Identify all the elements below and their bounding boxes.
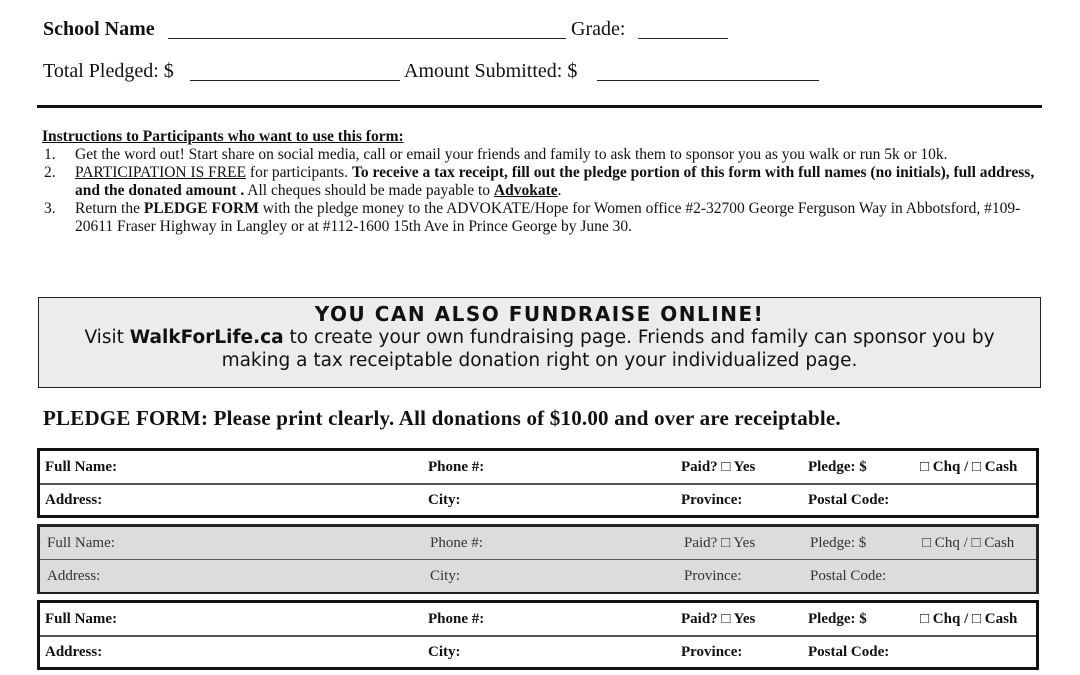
pledge-amount-field[interactable]: Pledge: $ (810, 535, 867, 551)
instruction-number: 3. (44, 200, 56, 217)
instruction-item (42, 200, 1042, 236)
paid-yes-checkbox[interactable]: Paid? □ Yes (681, 611, 756, 627)
city-field[interactable]: City: (428, 644, 461, 660)
address-field[interactable]: Address: (45, 492, 103, 508)
pledge-form-text: PLEDGE FORM (143, 200, 259, 217)
school-name-field[interactable] (168, 38, 566, 39)
paid-yes-checkbox[interactable]: Paid? □ Yes (681, 459, 756, 475)
pledge-row-address (40, 636, 1036, 668)
participation-free-text: PARTICIPATION IS FREE (75, 164, 247, 181)
pledge-form-title: PLEDGE FORM: Please print clearly. All donations of $10.00 and over are receiptable. (43, 406, 841, 430)
phone-field[interactable]: Phone #: (428, 611, 485, 627)
school-name-label: School Name (43, 18, 155, 40)
grade-field[interactable] (638, 38, 728, 39)
tax-receipt-text: To receive a tax receipt, fill out the pledge portion of this form with full names (no initials), full address, and the donated amount . (75, 164, 1035, 199)
grade-label: Grade: (571, 18, 626, 40)
online-text: to create your own fundraising page. Friends and family can sponsor you by (283, 327, 995, 348)
pledge-row-name (40, 451, 1036, 485)
online-visit-text: Visit (84, 327, 130, 348)
payee-name: Advokate (493, 182, 558, 199)
address-field[interactable]: Address: (47, 568, 101, 584)
instruction-text: for participants. (246, 164, 352, 181)
instruction-text: . (557, 182, 562, 199)
pledge-amount-field[interactable]: Pledge: $ (808, 459, 867, 475)
pledge-entry[interactable] (37, 524, 1039, 594)
pledge-row-name (40, 527, 1036, 561)
payment-method-checkboxes[interactable]: □ Chq / □ Cash (920, 611, 1018, 627)
postal-code-field[interactable]: Postal Code: (810, 568, 887, 584)
pledge-entry[interactable] (37, 448, 1039, 518)
province-field[interactable]: Province: (681, 644, 743, 660)
online-title: YOU CAN ALSO FUNDRAISE ONLINE! (314, 302, 765, 326)
address-field[interactable]: Address: (45, 644, 103, 660)
instruction-text: All cheques should be made payable to (244, 182, 494, 199)
instruction-number: 2. (44, 164, 56, 181)
full-name-field[interactable]: Full Name: (45, 611, 118, 627)
online-line-1 (39, 327, 1040, 349)
pledge-row-address (40, 560, 1036, 592)
walkforlife-link[interactable]: WalkForLife.ca (129, 327, 284, 348)
pledge-row-name (40, 603, 1036, 637)
full-name-field[interactable]: Full Name: (47, 535, 115, 551)
payment-method-checkboxes[interactable]: □ Chq / □ Cash (920, 459, 1018, 475)
postal-code-field[interactable]: Postal Code: (808, 492, 890, 508)
pledge-row-address (40, 484, 1036, 516)
pledge-entry[interactable] (37, 600, 1039, 670)
city-field[interactable]: City: (430, 568, 461, 584)
instruction-item (42, 164, 1042, 200)
instruction-text: Return the (75, 200, 144, 217)
instruction-text: with the pledge money to the ADVOKATE/Hope for Women office #2-32700 George Ferguson Way in Abbotsford, #109-20611 Fraser Highway in Langley or at #112-1600 15th Ave in Prince George by June 30. (75, 200, 1021, 235)
payment-method-checkboxes[interactable]: □ Chq / □ Cash (922, 535, 1015, 551)
full-name-field[interactable]: Full Name: (45, 459, 118, 475)
section-divider (37, 105, 1042, 108)
pledge-amount-field[interactable]: Pledge: $ (808, 611, 867, 627)
amount-submitted-field[interactable] (597, 80, 819, 81)
online-fundraise-box (38, 297, 1041, 388)
amount-submitted-label: Amount Submitted: $ (404, 60, 578, 82)
total-pledged-field[interactable] (190, 80, 400, 81)
online-line-2: making a tax receiptable donation right on your individualized page. (221, 350, 858, 371)
instructions-heading: Instructions to Participants who want to use this form: (42, 128, 404, 145)
province-field[interactable]: Province: (684, 568, 742, 584)
instruction-item (42, 146, 1042, 164)
total-pledged-label: Total Pledged: $ (43, 60, 174, 82)
paid-yes-checkbox[interactable]: Paid? □ Yes (684, 535, 756, 551)
city-field[interactable]: City: (428, 492, 461, 508)
instructions (42, 128, 1042, 236)
instruction-number: 1. (44, 146, 56, 163)
phone-field[interactable]: Phone #: (430, 535, 483, 551)
phone-field[interactable]: Phone #: (428, 459, 485, 475)
postal-code-field[interactable]: Postal Code: (808, 644, 890, 660)
province-field[interactable]: Province: (681, 492, 743, 508)
instruction-text: Get the word out! Start share on social media, call or email your friends and family to ask them to sponsor you as you walk or run 5k or 10k. (75, 146, 948, 163)
